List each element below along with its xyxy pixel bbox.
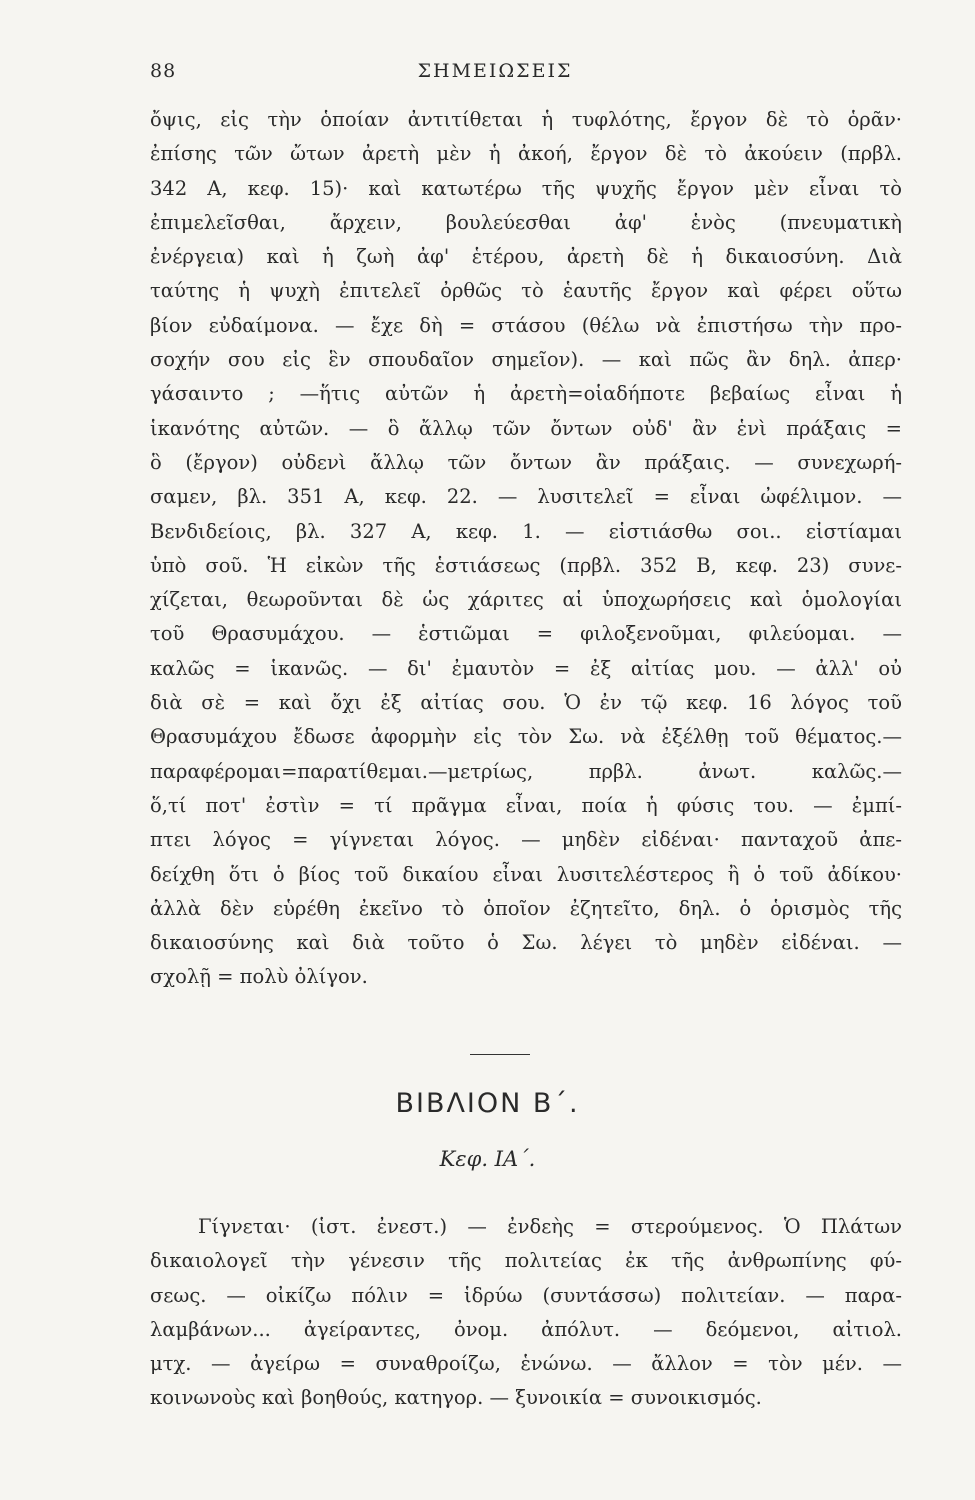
text-line: δείχθη ὅτι ὁ βίος τοῦ δικαίου εἶναι λυσιτελέστερος ἢ ὁ τοῦ ἀδίκου· bbox=[150, 862, 902, 886]
text-line: σχολῇ = πολὺ ὀλίγον. bbox=[150, 965, 368, 989]
text-line: σεως. — οἰκίζω πόλιν = ἱδρύω (συντάσσω) πολιτείαν. — παρα- bbox=[150, 1283, 902, 1307]
book-title: ΒΙΒΛΙΟΝ Β΄. bbox=[395, 1088, 580, 1119]
text-line: μτχ. — ἀγείρω = συναθροίζω, ἑνώνω. — ἄλλον = τὸν μέν. — bbox=[150, 1352, 902, 1376]
chapter-text-block bbox=[150, 1210, 902, 1416]
text-line: ὑπὸ σοῦ. Ἡ εἰκὼν τῆς ἑστιάσεως (πρβλ. 352 Β, κεφ. 23) συνε- bbox=[150, 553, 902, 577]
text-line: σοχήν σου εἰς ἓν σπουδαῖον σημεῖον). — καὶ πῶς ἂν δηλ. ἀπερ· bbox=[150, 348, 902, 372]
text-line: δικαιολογεῖ τὴν γένεσιν τῆς πολιτείας ἐκ τῆς ἀνθρωπίνης φύ- bbox=[150, 1249, 902, 1273]
text-line: λαμβάνων... ἀγείραντες, ὀνομ. ἀπόλυτ. — δεόμενοι, αἰτιολ. bbox=[150, 1317, 902, 1341]
text-line: ὃ (ἔργον) οὐδενὶ ἄλλῳ τῶν ὄντων ἂν πράξαις. — συνεχωρή- bbox=[150, 450, 902, 474]
text-line: ἐνέργεια) καὶ ἡ ζωὴ ἀφ' ἑτέρου, ἀρετὴ δὲ ἡ δικαιοσύνη. Διὰ bbox=[150, 245, 902, 269]
text-line: σαμεν, βλ. 351 Α, κεφ. 22. — λυσιτελεῖ = εἶναι ὠφέλιμον. — bbox=[150, 485, 902, 509]
text-line: Γίγνεται· (ἱστ. ἐνεστ.) — ἐνδεὴς = στερούμενος. Ὁ Πλάτων bbox=[198, 1215, 902, 1238]
text-line: βίον εὐδαίμονα. — ἔχε δὴ = στάσου (θέλω νὰ ἐπιστήσω τὴν προ- bbox=[150, 313, 902, 337]
text-line: ἱκανότης αὐτῶν. — ὃ ἄλλῳ τῶν ὄντων οὐδ' ἂν ἑνὶ πράξαις = bbox=[150, 416, 902, 440]
text-line: ἀλλὰ δὲν εὑρέθη ἐκεῖνο τὸ ὁποῖον ἐζητεῖτο, δηλ. ὁ ὁρισμὸς τῆς bbox=[150, 896, 902, 920]
text-line: παραφέρομαι=παρατίθεμαι.—μετρίως, πρβλ. ἀνωτ. καλῶς.— bbox=[150, 759, 902, 783]
text-line: ἐπίσης τῶν ὤτων ἀρετὴ μὲν ἡ ἀκοή, ἔργον δὲ τὸ ἀκούειν (πρβλ. bbox=[150, 142, 902, 166]
text-line: ὅ,τί ποτ' ἐστὶν = τί πρᾶγμα εἶναι, ποία ἡ φύσις του. — ἐμπί- bbox=[150, 793, 902, 817]
text-line: πτει λόγος = γίγνεται λόγος. — μηδὲν εἰδέναι· πανταχοῦ ἀπε- bbox=[150, 828, 902, 852]
text-line: γάσαιντο ; —ἥτις αὐτῶν ἡ ἀρετὴ=οἱαδήποτε βεβαίως εἶναι ἡ bbox=[150, 382, 902, 406]
text-line: ταύτης ἡ ψυχὴ ἐπιτελεῖ ὀρθῶς τὸ ἑαυτῆς ἔργον καὶ φέρει οὕτω bbox=[150, 279, 902, 303]
text-line: 342 Α, κεφ. 15)· καὶ κατωτέρω τῆς ψυχῆς ἔργον μὲν εἶναι τὸ bbox=[150, 176, 902, 200]
section-divider bbox=[470, 1054, 530, 1055]
page-header bbox=[150, 60, 840, 90]
chapter-heading: Κεφ. ΙΑ΄. bbox=[439, 1147, 536, 1171]
text-line: τοῦ Θρασυμάχου. — ἑστιῶμαι = φιλοξενοῦμαι, φιλεύομαι. — bbox=[150, 622, 902, 646]
text-line: ἐπιμελεῖσθαι, ἄρχειν, βουλεύεσθαι ἀφ' ἑνὸς (πνευματικὴ bbox=[150, 210, 902, 234]
text-line: χίζεται, θεωροῦνται δὲ ὡς χάριτες αἱ ὑποχωρήσεις καὶ ὁμολογίαι bbox=[150, 588, 902, 612]
text-line: Βενδιδείοις, βλ. 327 Α, κεφ. 1. — εἱστιάσθω σοι.. εἱστίαμαι bbox=[150, 519, 902, 543]
text-line: Θρασυμάχου ἔδωσε ἀφορμὴν εἰς τὸν Σω. νὰ ἐξέλθῃ τοῦ θέματος.— bbox=[150, 725, 902, 749]
text-line: ὄψις, εἰς τὴν ὁποίαν ἀντιτίθεται ἡ τυφλότης, ἔργον δὲ τὸ ὁρᾶν· bbox=[150, 108, 902, 131]
running-head: ΣΗΜΕΙΩΣΕΙΣ bbox=[417, 60, 573, 82]
text-line: κοινωνοὺς καὶ βοηθούς, κατηγορ. — ξυνοικία = συνοικισμός. bbox=[150, 1386, 762, 1410]
text-line: διὰ σὲ = καὶ ὄχι ἐξ αἰτίας σου. Ὁ ἐν τῷ κεφ. 16 λόγος τοῦ bbox=[150, 691, 902, 715]
page-number: 88 bbox=[150, 60, 177, 82]
text-line: δικαιοσύνης καὶ διὰ τοῦτο ὁ Σω. λέγει τὸ μηδὲν εἰδέναι. — bbox=[150, 931, 902, 955]
notes-text-block bbox=[150, 103, 902, 995]
text-line: καλῶς = ἱκανῶς. — δι' ἐμαυτὸν = ἐξ αἰτίας μου. — ἀλλ' οὐ bbox=[150, 656, 902, 680]
